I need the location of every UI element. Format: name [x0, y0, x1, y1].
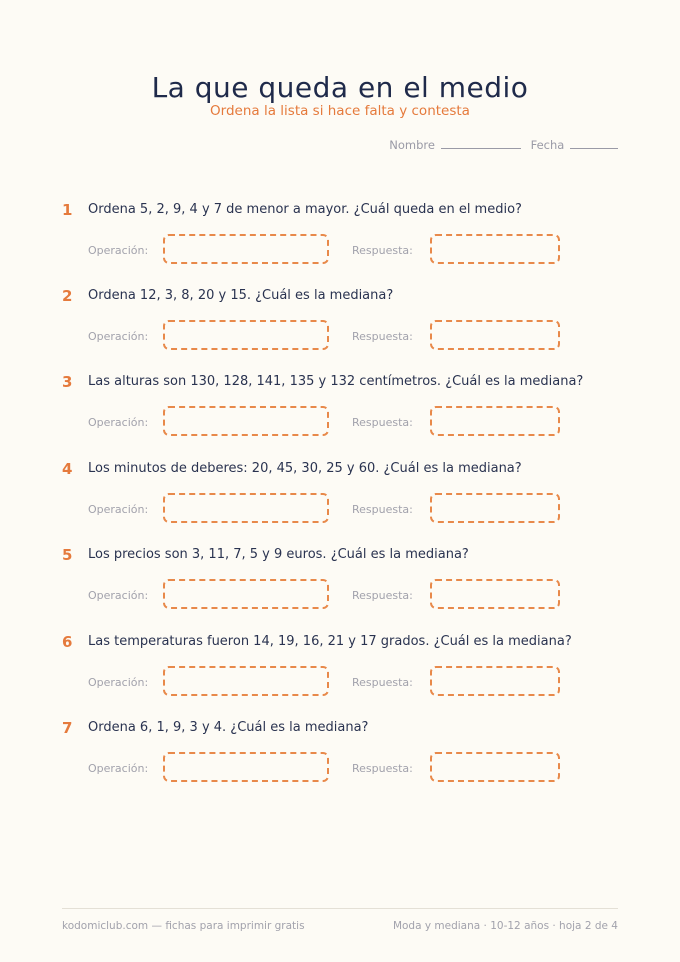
- answer-box[interactable]: [430, 579, 560, 609]
- question-number: 2: [62, 287, 73, 305]
- question-number: 3: [62, 373, 73, 391]
- page-subtitle: Ordena la lista si hace falta y contesta: [210, 103, 470, 119]
- question-2: [62, 287, 622, 367]
- operation-label: Operación:: [88, 676, 149, 689]
- name-field[interactable]: [389, 138, 520, 152]
- operation-box[interactable]: [163, 320, 329, 350]
- question-number: 5: [62, 546, 73, 564]
- question-text: Los precios son 3, 11, 7, 5 y 9 euros. ¿Cuál es la mediana?: [88, 547, 469, 562]
- question-text: Las temperaturas fueron 14, 19, 16, 21 y 17 grados. ¿Cuál es la mediana?: [88, 634, 572, 649]
- answer-box[interactable]: [430, 234, 560, 264]
- answer-box[interactable]: [430, 320, 560, 350]
- operation-label: Operación:: [88, 416, 149, 429]
- answer-label: Respuesta:: [352, 762, 413, 775]
- question-3: [62, 373, 622, 453]
- student-info: [389, 138, 618, 152]
- operation-label: Operación:: [88, 589, 149, 602]
- answer-box[interactable]: [430, 666, 560, 696]
- operation-box[interactable]: [163, 752, 329, 782]
- answer-label: Respuesta:: [352, 416, 413, 429]
- footer-site-credit: kodomiclub.com — fichas para imprimir gratis: [62, 920, 305, 932]
- operation-box[interactable]: [163, 666, 329, 696]
- name-label: Nombre: [389, 138, 435, 152]
- operation-box[interactable]: [163, 579, 329, 609]
- answer-label: Respuesta:: [352, 589, 413, 602]
- operation-label: Operación:: [88, 762, 149, 775]
- question-text: Ordena 12, 3, 8, 20 y 15. ¿Cuál es la mediana?: [88, 288, 394, 303]
- question-text: Ordena 6, 1, 9, 3 y 4. ¿Cuál es la mediana?: [88, 720, 369, 735]
- question-5: [62, 546, 622, 626]
- footer-sheet-info: Moda y mediana · 10-12 años · hoja 2 de 4: [392, 920, 618, 932]
- answer-box[interactable]: [430, 493, 560, 523]
- question-6: [62, 633, 622, 713]
- date-line: [570, 148, 618, 149]
- question-number: 1: [62, 201, 73, 219]
- question-number: 7: [62, 719, 73, 737]
- answer-box[interactable]: [430, 752, 560, 782]
- page-title: La que queda en el medio: [151, 70, 529, 104]
- name-line: [441, 148, 521, 149]
- operation-label: Operación:: [88, 244, 149, 257]
- question-number: 4: [62, 460, 73, 478]
- question-text: Los minutos de deberes: 20, 45, 30, 25 y 60. ¿Cuál es la mediana?: [88, 461, 522, 476]
- operation-box[interactable]: [163, 493, 329, 523]
- answer-label: Respuesta:: [352, 244, 413, 257]
- question-text: Ordena 5, 2, 9, 4 y 7 de menor a mayor. ¿Cuál queda en el medio?: [88, 202, 522, 217]
- date-label: Fecha: [530, 138, 565, 152]
- answer-label: Respuesta:: [352, 503, 413, 516]
- question-text: Las alturas son 130, 128, 141, 135 y 132 centímetros. ¿Cuál es la mediana?: [88, 374, 584, 389]
- answer-box[interactable]: [430, 406, 560, 436]
- operation-label: Operación:: [88, 330, 149, 343]
- answer-label: Respuesta:: [352, 676, 413, 689]
- operation-box[interactable]: [163, 406, 329, 436]
- operation-label: Operación:: [88, 503, 149, 516]
- footer-divider: [62, 908, 618, 909]
- operation-box[interactable]: [163, 234, 329, 264]
- question-4: [62, 460, 622, 540]
- question-number: 6: [62, 633, 73, 651]
- date-field[interactable]: [531, 138, 618, 152]
- question-7: [62, 719, 622, 799]
- question-1: [62, 201, 622, 281]
- answer-label: Respuesta:: [352, 330, 413, 343]
